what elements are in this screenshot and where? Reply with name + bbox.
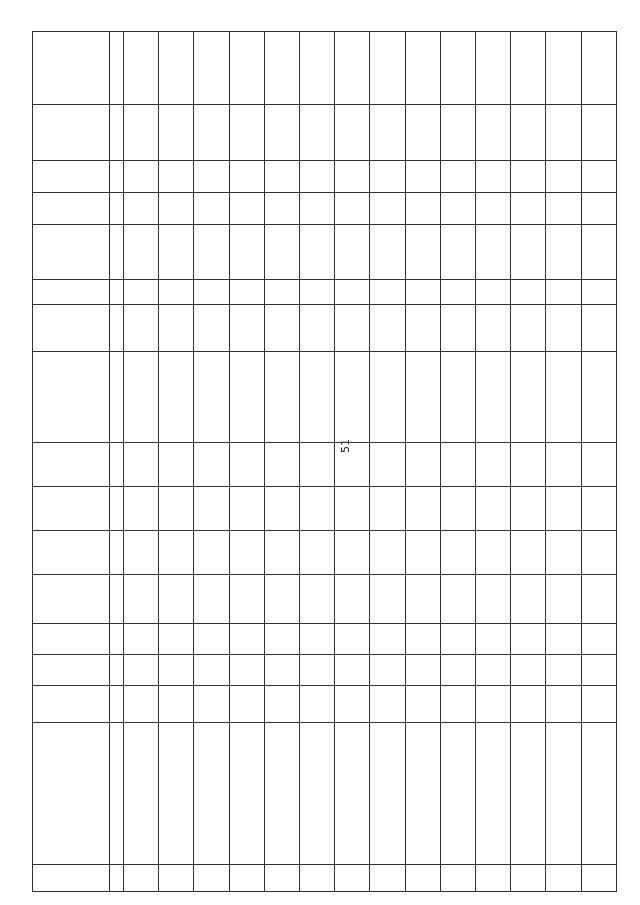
repair-program-table: [32, 31, 617, 892]
table-row: [124, 32, 159, 892]
floors-cell: [229, 655, 264, 686]
max-specific-cost-cell: [229, 32, 264, 105]
residents-cell: [194, 443, 229, 487]
planned-cost-cell: [511, 225, 546, 280]
entrances-cell: [440, 624, 475, 655]
planned-cost-cell: [405, 225, 440, 280]
apartment-area-cell: [335, 487, 370, 531]
total-area-cell: [440, 531, 475, 575]
specific-cost-cell: [546, 105, 581, 161]
entrances-cell: [511, 624, 546, 655]
column-number: [110, 624, 124, 655]
apartment-area-cell: [511, 487, 546, 531]
works-cell: [300, 352, 335, 443]
repair-year-cell: [476, 193, 511, 225]
cost-type-area-cell: [581, 305, 616, 352]
works-cell: [124, 352, 159, 443]
unit-cell: [476, 280, 511, 305]
completion-year-cell: [581, 161, 616, 193]
completion-year-cell: [124, 161, 159, 193]
wall-material-cell: [194, 575, 229, 624]
total-area-cell: [581, 531, 616, 575]
floors-cell: [405, 655, 440, 686]
residents-cell: [440, 443, 475, 487]
address-cell: [124, 723, 159, 865]
repair-year-cell: [194, 193, 229, 225]
specific-cost-cell: [581, 105, 616, 161]
table-row: [511, 32, 546, 892]
floors-cell: [476, 655, 511, 686]
header-specific-cost: [33, 105, 110, 161]
wall-material-cell: [476, 575, 511, 624]
construction-year-cell: [370, 686, 405, 723]
address-cell: [546, 723, 581, 865]
table-row: [264, 32, 299, 892]
entrances-cell: [194, 624, 229, 655]
column-number: [110, 575, 124, 624]
specific-cost-cell: [511, 105, 546, 161]
table-row: [194, 32, 229, 892]
residents-cell: [581, 443, 616, 487]
planned-cost-cell: [194, 225, 229, 280]
planned-cost-cell: [370, 225, 405, 280]
construction-year-cell: [194, 686, 229, 723]
header-construction-year: [33, 686, 110, 723]
construction-year-cell: [511, 686, 546, 723]
specific-cost-cell: [229, 105, 264, 161]
unit-cell: [440, 280, 475, 305]
row-number-cell: [194, 865, 229, 892]
specific-cost-cell: [300, 105, 335, 161]
table-row: [300, 32, 335, 892]
cost-type-area-cell: [124, 305, 159, 352]
residents-cell: [264, 443, 299, 487]
column-number: [110, 352, 124, 443]
wall-material-cell: [546, 575, 581, 624]
works-cell: [370, 352, 405, 443]
entrances-cell: [159, 624, 194, 655]
max-specific-cost-cell: [194, 32, 229, 105]
row-number-cell: [581, 865, 616, 892]
repair-year-cell: [264, 193, 299, 225]
max-specific-cost-cell: [440, 32, 475, 105]
works-cell: [476, 352, 511, 443]
completion-year-cell: [405, 161, 440, 193]
table-row: [476, 32, 511, 892]
cost-type-area-cell: [476, 305, 511, 352]
apartment-area-cell: [581, 487, 616, 531]
floors-cell: [511, 655, 546, 686]
max-specific-cost-cell: [581, 32, 616, 105]
residents-cell: [300, 443, 335, 487]
residents-cell: [405, 443, 440, 487]
address-cell: [159, 723, 194, 865]
cost-type-area-cell: [440, 305, 475, 352]
header-address: [33, 723, 110, 865]
repair-year-cell: [546, 193, 581, 225]
repair-year-cell: [229, 193, 264, 225]
column-number: [110, 531, 124, 575]
unit-cell: [405, 280, 440, 305]
header-repair-year: [33, 193, 110, 225]
wall-material-cell: [264, 575, 299, 624]
apartment-area-cell: [264, 487, 299, 531]
construction-year-cell: [405, 686, 440, 723]
wall-material-cell: [581, 575, 616, 624]
table-row: [335, 32, 370, 892]
planned-cost-cell: [440, 225, 475, 280]
max-specific-cost-cell: [300, 32, 335, 105]
residents-cell: [124, 443, 159, 487]
address-cell: [300, 723, 335, 865]
construction-year-cell: [300, 686, 335, 723]
planned-cost-cell: [476, 225, 511, 280]
works-cell: [194, 352, 229, 443]
row-number-cell: [159, 865, 194, 892]
planned-cost-cell: [300, 225, 335, 280]
max-specific-cost-cell: [159, 32, 194, 105]
unit-cell: [335, 280, 370, 305]
works-cell: [511, 352, 546, 443]
repair-year-cell: [300, 193, 335, 225]
construction-year-cell: [476, 686, 511, 723]
works-cell: [229, 352, 264, 443]
construction-year-cell: [581, 686, 616, 723]
header-cost-type-area: [33, 305, 110, 352]
residents-cell: [159, 443, 194, 487]
address-cell: [229, 723, 264, 865]
repair-year-cell: [124, 193, 159, 225]
completion-year-cell: [264, 161, 299, 193]
column-number: [110, 193, 124, 225]
total-area-cell: [476, 531, 511, 575]
row-number-cell: [229, 865, 264, 892]
wall-material-cell: [335, 575, 370, 624]
repair-year-cell: [159, 193, 194, 225]
planned-cost-cell: [124, 225, 159, 280]
row-number-cell: [405, 865, 440, 892]
table-header-row: [33, 32, 110, 892]
wall-material-cell: [300, 575, 335, 624]
works-cell: [405, 352, 440, 443]
column-number: [110, 280, 124, 305]
entrances-cell: [264, 624, 299, 655]
max-specific-cost-cell: [476, 32, 511, 105]
total-area-cell: [124, 531, 159, 575]
entrances-cell: [405, 624, 440, 655]
floors-cell: [581, 655, 616, 686]
repair-year-cell: [335, 193, 370, 225]
row-number-cell: [335, 865, 370, 892]
works-cell: [264, 352, 299, 443]
completion-year-cell: [511, 161, 546, 193]
table-row: [581, 32, 616, 892]
total-area-cell: [405, 531, 440, 575]
column-number: [110, 655, 124, 686]
wall-material-cell: [124, 575, 159, 624]
unit-cell: [124, 280, 159, 305]
apartment-area-cell: [546, 487, 581, 531]
unit-cell: [159, 280, 194, 305]
table-row: [546, 32, 581, 892]
row-number-cell: [546, 865, 581, 892]
unit-cell: [264, 280, 299, 305]
total-area-cell: [511, 531, 546, 575]
entrances-cell: [335, 624, 370, 655]
column-number: [110, 865, 124, 892]
apartment-area-cell: [124, 487, 159, 531]
table-row: [370, 32, 405, 892]
max-specific-cost-cell: [264, 32, 299, 105]
construction-year-cell: [440, 686, 475, 723]
residents-cell: [511, 443, 546, 487]
apartment-area-cell: [300, 487, 335, 531]
header-wall-material: [33, 575, 110, 624]
total-area-cell: [546, 531, 581, 575]
cost-type-area-cell: [159, 305, 194, 352]
floors-cell: [124, 655, 159, 686]
row-number-cell: [511, 865, 546, 892]
construction-year-cell: [124, 686, 159, 723]
planned-cost-cell: [546, 225, 581, 280]
total-area-cell: [370, 531, 405, 575]
total-area-cell: [335, 531, 370, 575]
address-cell: [264, 723, 299, 865]
row-number-cell: [440, 865, 475, 892]
specific-cost-cell: [440, 105, 475, 161]
planned-cost-cell: [229, 225, 264, 280]
construction-year-cell: [159, 686, 194, 723]
header-planned-cost: [33, 225, 110, 280]
address-cell: [476, 723, 511, 865]
planned-cost-cell: [581, 225, 616, 280]
floors-cell: [194, 655, 229, 686]
apartment-area-cell: [194, 487, 229, 531]
max-specific-cost-cell: [511, 32, 546, 105]
entrances-cell: [581, 624, 616, 655]
page-number: 51: [339, 439, 352, 453]
construction-year-cell: [546, 686, 581, 723]
cost-type-area-cell: [229, 305, 264, 352]
entrances-cell: [300, 624, 335, 655]
column-number: [110, 225, 124, 280]
completion-year-cell: [546, 161, 581, 193]
column-number: [110, 32, 124, 105]
completion-year-cell: [335, 161, 370, 193]
repair-year-cell: [581, 193, 616, 225]
apartment-area-cell: [440, 487, 475, 531]
cost-type-area-cell: [370, 305, 405, 352]
cost-type-area-cell: [335, 305, 370, 352]
entrances-cell: [546, 624, 581, 655]
table-row: [159, 32, 194, 892]
total-area-cell: [159, 531, 194, 575]
specific-cost-cell: [194, 105, 229, 161]
column-number: [110, 487, 124, 531]
specific-cost-cell: [335, 105, 370, 161]
completion-year-cell: [159, 161, 194, 193]
wall-material-cell: [370, 575, 405, 624]
header-total-area: [33, 531, 110, 575]
specific-cost-cell: [405, 105, 440, 161]
specific-cost-cell: [159, 105, 194, 161]
works-cell: [546, 352, 581, 443]
address-cell: [335, 723, 370, 865]
address-cell: [511, 723, 546, 865]
column-number: [110, 686, 124, 723]
total-area-cell: [300, 531, 335, 575]
works-cell: [581, 352, 616, 443]
entrances-cell: [229, 624, 264, 655]
repair-year-cell: [370, 193, 405, 225]
apartment-area-cell: [370, 487, 405, 531]
works-cell: [335, 352, 370, 443]
table-row: [229, 32, 264, 892]
column-number: [110, 723, 124, 865]
table-row: [405, 32, 440, 892]
construction-year-cell: [264, 686, 299, 723]
unit-cell: [194, 280, 229, 305]
apartment-area-cell: [229, 487, 264, 531]
max-specific-cost-cell: [335, 32, 370, 105]
residents-cell: [476, 443, 511, 487]
column-number: [110, 305, 124, 352]
rotated-table-container: [32, 32, 617, 892]
cost-type-area-cell: [511, 305, 546, 352]
unit-cell: [370, 280, 405, 305]
header-entrances: [33, 624, 110, 655]
floors-cell: [264, 655, 299, 686]
floors-cell: [370, 655, 405, 686]
row-number-cell: [370, 865, 405, 892]
column-number: [110, 161, 124, 193]
header-residents: [33, 443, 110, 487]
column-number: [110, 443, 124, 487]
floors-cell: [300, 655, 335, 686]
unit-cell: [546, 280, 581, 305]
wall-material-cell: [405, 575, 440, 624]
repair-year-cell: [405, 193, 440, 225]
max-specific-cost-cell: [124, 32, 159, 105]
specific-cost-cell: [370, 105, 405, 161]
floors-cell: [546, 655, 581, 686]
residents-cell: [546, 443, 581, 487]
cost-type-area-cell: [546, 305, 581, 352]
total-area-cell: [264, 531, 299, 575]
unit-cell: [511, 280, 546, 305]
header-works: [33, 352, 110, 443]
max-specific-cost-cell: [546, 32, 581, 105]
wall-material-cell: [511, 575, 546, 624]
row-number-cell: [476, 865, 511, 892]
address-cell: [194, 723, 229, 865]
address-cell: [440, 723, 475, 865]
row-number-cell: [124, 865, 159, 892]
planned-cost-cell: [264, 225, 299, 280]
construction-year-cell: [229, 686, 264, 723]
entrances-cell: [124, 624, 159, 655]
header-row-number: [33, 865, 110, 892]
floors-cell: [159, 655, 194, 686]
table-body: [124, 32, 617, 892]
table-column-number-row: [110, 32, 124, 892]
completion-year-cell: [300, 161, 335, 193]
residents-cell: [229, 443, 264, 487]
entrances-cell: [370, 624, 405, 655]
repair-year-cell: [440, 193, 475, 225]
total-area-cell: [194, 531, 229, 575]
column-number: [110, 105, 124, 161]
specific-cost-cell: [124, 105, 159, 161]
completion-year-cell: [370, 161, 405, 193]
max-specific-cost-cell: [405, 32, 440, 105]
cost-type-area-cell: [405, 305, 440, 352]
completion-year-cell: [229, 161, 264, 193]
apartment-area-cell: [405, 487, 440, 531]
address-cell: [405, 723, 440, 865]
unit-cell: [581, 280, 616, 305]
address-cell: [581, 723, 616, 865]
unit-cell: [229, 280, 264, 305]
cost-type-area-cell: [194, 305, 229, 352]
wall-material-cell: [229, 575, 264, 624]
cost-type-area-cell: [264, 305, 299, 352]
entrances-cell: [476, 624, 511, 655]
works-cell: [440, 352, 475, 443]
max-specific-cost-cell: [370, 32, 405, 105]
residents-cell: [335, 443, 370, 487]
wall-material-cell: [440, 575, 475, 624]
floors-cell: [335, 655, 370, 686]
floors-cell: [440, 655, 475, 686]
specific-cost-cell: [264, 105, 299, 161]
address-cell: [370, 723, 405, 865]
repair-year-cell: [511, 193, 546, 225]
completion-year-cell: [194, 161, 229, 193]
completion-year-cell: [440, 161, 475, 193]
table-row: [440, 32, 475, 892]
unit-cell: [300, 280, 335, 305]
header-floors: [33, 655, 110, 686]
residents-cell: [370, 443, 405, 487]
header-completion-year: [33, 161, 110, 193]
specific-cost-cell: [476, 105, 511, 161]
completion-year-cell: [476, 161, 511, 193]
construction-year-cell: [335, 686, 370, 723]
header-max-specific-cost: [33, 32, 110, 105]
header-unit: [33, 280, 110, 305]
wall-material-cell: [159, 575, 194, 624]
total-area-cell: [229, 531, 264, 575]
planned-cost-cell: [159, 225, 194, 280]
header-apartment-area: [33, 487, 110, 531]
planned-cost-cell: [335, 225, 370, 280]
apartment-area-cell: [476, 487, 511, 531]
row-number-cell: [300, 865, 335, 892]
row-number-cell: [264, 865, 299, 892]
cost-type-area-cell: [300, 305, 335, 352]
apartment-area-cell: [159, 487, 194, 531]
works-cell: [159, 352, 194, 443]
